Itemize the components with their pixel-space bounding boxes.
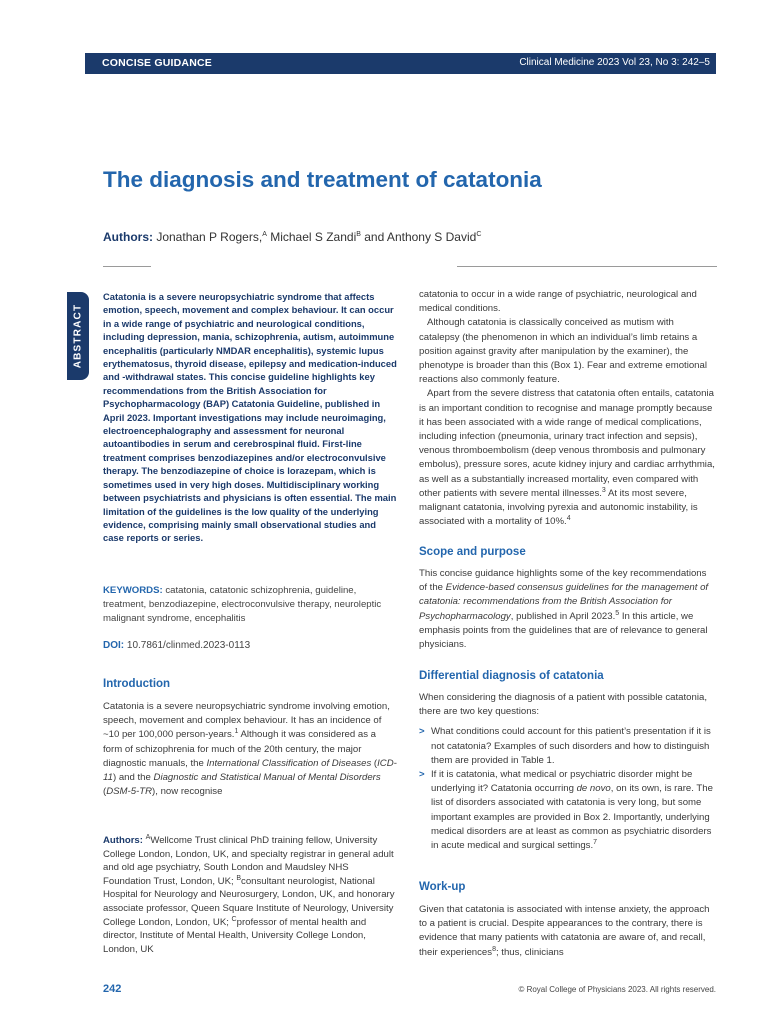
affiliation-mark: C (476, 231, 482, 238)
paragraph: This concise guidance highlights some of the key recommendations of the Evidence-based consensus guidelines for the management of catatonia: recommendations from the British Association for Psychopharmacology, published in April 2023.$^5$ In this article, we emphasis points from the guidelines that are of relevance to general physicians. (419, 568, 709, 651)
copyright-notice: © Royal College of Physicians 2023. All rights reserved. (518, 985, 716, 994)
citation-ref[interactable]: 1 (234, 728, 239, 736)
paragraph: Apart from the severe distress that catatonia often entails, catatonia is an important condition to recognise and manage promptly because it has been associated with a wide range of medical complications, including infection (pneumonia, urinary tract infection and sepsis), venous thromboembolism (deep venous thrombosis and pulmonary embolus), pressure sores, acute kidney injury and cardiac arrhythmia, as well as a substantially increased mortality, even compared with other patients with severe mental illnesses.$^3$ At its most severe, malignant catatonia, involving pyrexia and autonomic instability, is associated with a mortality of 10%.$^4$ (419, 388, 715, 528)
abstract-text: Catatonia is a severe neuropsychiatric syndrome that affects emotion, speech, movement and complex behaviour. It can occur in a wide range of psychiatric and neurological conditions, including depression, mania, schizophrenia, autism, autoimmune encephalitis (particularly NMDAR encephalitis), systemic lupus erythematosus, thyroid disease, epilepsy and medication-induced and -withdrawal states. This concise guideline highlights key recommendations from the British Association for Psychopharmacology (BAP) Catatonia Guideline, published in April 2023. Important investigations may include neuroimaging, electroencephalography and assessment for neuronal autoantibodies in serum and cerebrospinal fluid. First-line treatment comprises benzodiazepines and/or electroconvulsive therapy. The benzodiazepine of choice is lorazepam, which is sometimes used in very high doses. Multidisciplinary working between psychiatrists and physicians is often essential. The main limitation of the guidelines is the low quality of the underlying evidence, comprising mainly small observational studies and case reports or series. (103, 291, 397, 544)
divider-left (103, 266, 151, 267)
page-number: 242 (103, 983, 122, 995)
section-label: CONCISE GUIDANCE (102, 57, 212, 69)
list-item: > If it is catatonia, what medical or psychiatric disorder might be underlying it? Catatonia occurring de novo, on its own, is rare. The list of disorders associated with catatonia is very long, but some important examples are provided in Box 2. Importantly, underlying medical disorders are at least as common as psychiatric disorders in acute medical and surgical settings.$^7$ (419, 769, 713, 852)
journal-header-bar (85, 53, 716, 74)
citation-ref[interactable]: 4 (566, 515, 571, 523)
paragraph: When considering the diagnosis of a patient with possible catatonia, there are two key questions: (419, 692, 707, 718)
introduction-heading: Introduction (103, 678, 171, 690)
keywords-list: catatonia, catatonic schizophrenia, guideline, treatment, benzodiazepine, electroconvulsive therapy, neuroleptic malignant syndrome, encephalitis (103, 585, 382, 624)
scope-text (419, 567, 717, 652)
abstract-tab (67, 292, 89, 380)
citation-ref[interactable]: 5 (615, 609, 620, 617)
author-affiliations: Authors: $^A$Wellcome Trust clinical PhD training fellow, University College London, London, UK, and specialty registrar in general adult and old age psychiatry, South London and Maudsley NHS Foundation Trust, London, UK; $^B$consultant neurologist, National Hospital for Neurology and Neurosurgery, London, UK, and honorary associate professor, Queen Square Institute of Neurology, University College London, London, UK; $^C$professor of mental health and director, Institute of Mental Health, University College London, London, UK (103, 833, 395, 955)
differential-text (419, 691, 717, 853)
author-list (103, 230, 481, 244)
keywords-label: KEYWORDS: (103, 585, 163, 596)
doi-link[interactable]: 10.7861/clinmed.2023-0113 (124, 640, 251, 651)
citation-ref[interactable]: 3 (601, 486, 606, 494)
authors-label: Authors: (103, 230, 153, 244)
chevron-icon: > (419, 726, 425, 738)
scope-heading: Scope and purpose (419, 546, 526, 558)
divider-right (457, 266, 717, 267)
author-name: and Anthony S David (360, 230, 477, 244)
affiliation-mark: B (356, 231, 361, 238)
list-item: > What conditions could account for this patient’s presentation if it is not catatonia? Examples of such disorders and how to distinguish them are provided in Table 1. (419, 726, 711, 766)
differential-heading: Differential diagnosis of catatonia (419, 670, 604, 682)
right-column-intro-text (419, 288, 717, 529)
workup-heading: Work-up (419, 881, 466, 893)
article-title: The diagnosis and treatment of catatonia (103, 167, 542, 192)
affiliation-mark: A (262, 231, 267, 238)
abstract-tab-label: ABSTRACT (72, 303, 84, 369)
author-name: Michael S Zandi (266, 230, 357, 244)
citation-ref[interactable]: 8 (492, 945, 496, 953)
introduction-text (103, 700, 397, 799)
workup-text (419, 903, 717, 960)
chevron-icon: > (419, 769, 425, 781)
question-list (419, 725, 717, 853)
affiliations-label: Authors: (103, 835, 146, 846)
journal-citation: Clinical Medicine 2023 Vol 23, No 3: 242–5 (519, 57, 710, 68)
paragraph: Although catatonia is classically conceived as mutism with catalepsy (the phenomenon in which an individual’s limb retains a position against gravity after manipulation by the examiner), the phenotype is broader than this (Box 1). Fear and extreme emotional reactions also commonly feature. (419, 317, 707, 386)
keywords (103, 584, 397, 626)
paragraph: Catatonia is a severe neuropsychiatric syndrome involving emotion, speech, movement and complex behaviour. It has an incidence of ~10 per 100,000 person-years.$^1$ Although it was considered as a form of schizophrenia for much of the 20th century, the major diagnostic manuals, the International Classification of Diseases (ICD-11) and the Diagnostic and Statistical Manual of Mental Disorders (DSM-5-TR), now recognise (103, 701, 397, 798)
citation-ref[interactable]: 7 (593, 838, 598, 846)
paragraph: catatonia to occur in a wide range of psychiatric, neurological and medical conditions. (419, 289, 697, 315)
paragraph: Given that catatonia is associated with intense anxiety, the approach to a patient is crucial. Despite appearances to the contrary, there is evidence that many patients with catatonia are aware of, and recall, their experiences$^8$; thus, clinicians (419, 904, 710, 958)
author-name: Jonathan P Rogers, (153, 230, 263, 244)
doi-label: DOI: (103, 640, 125, 651)
doi (103, 640, 397, 651)
